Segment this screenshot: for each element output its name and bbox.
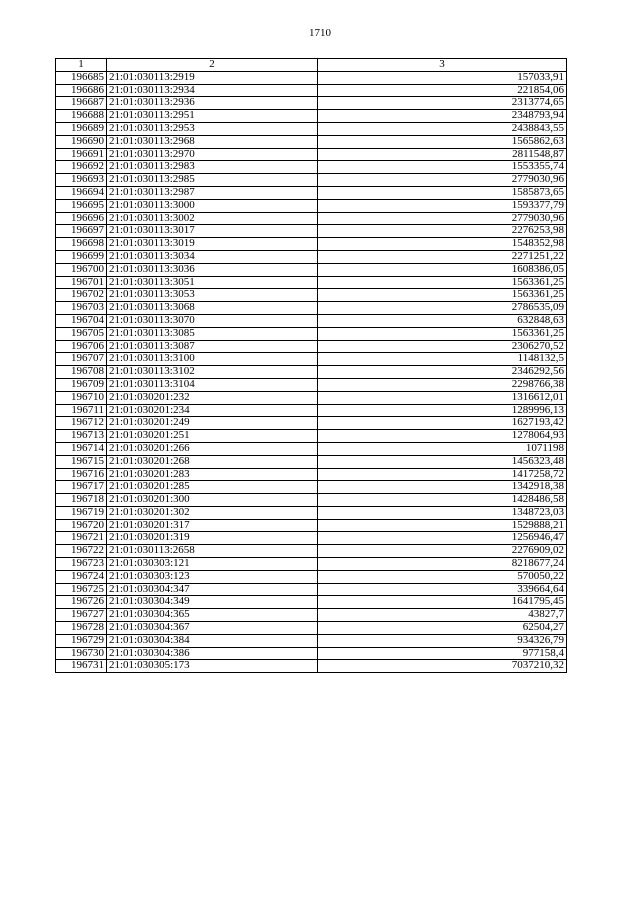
table-row	[56, 583, 567, 596]
row-number-cell: 196695	[56, 199, 107, 212]
cadastral-number-cell: 21:01:030201:300	[107, 494, 318, 507]
value-cell: 934326,79	[318, 634, 567, 647]
table-row	[56, 289, 567, 302]
cadastral-number-cell: 21:01:030113:3036	[107, 263, 318, 276]
cadastral-number-cell: 21:01:030113:2970	[107, 148, 318, 161]
row-number-cell: 196702	[56, 289, 107, 302]
table-row	[56, 250, 567, 263]
cadastral-number-cell: 21:01:030113:3051	[107, 276, 318, 289]
table-row	[56, 199, 567, 212]
cadastral-number-cell: 21:01:030113:3100	[107, 353, 318, 366]
cadastral-number-cell: 21:01:030113:2953	[107, 122, 318, 135]
value-cell: 2779030,96	[318, 212, 567, 225]
value-cell: 2298766,38	[318, 378, 567, 391]
cadastral-number-cell: 21:01:030113:3070	[107, 314, 318, 327]
value-cell: 1148132,5	[318, 353, 567, 366]
row-number-cell: 196704	[56, 314, 107, 327]
table-row	[56, 609, 567, 622]
table-row	[56, 404, 567, 417]
value-cell: 1428486,58	[318, 494, 567, 507]
value-cell: 2313774,65	[318, 97, 567, 110]
cadastral-number-cell: 21:01:030113:3000	[107, 199, 318, 212]
row-number-cell: 196708	[56, 366, 107, 379]
value-cell: 1563361,25	[318, 289, 567, 302]
value-cell: 1565862,63	[318, 135, 567, 148]
table-row	[56, 174, 567, 187]
row-number-cell: 196730	[56, 647, 107, 660]
table-row	[56, 97, 567, 110]
cadastral-number-cell: 21:01:030305:173	[107, 660, 318, 673]
row-number-cell: 196709	[56, 378, 107, 391]
cadastral-number-cell: 21:01:030113:3068	[107, 302, 318, 315]
cadastral-number-cell: 21:01:030113:2936	[107, 97, 318, 110]
row-number-cell: 196711	[56, 404, 107, 417]
cadastral-number-cell: 21:01:030303:123	[107, 570, 318, 583]
value-cell: 1071198	[318, 442, 567, 455]
table-row	[56, 442, 567, 455]
row-number-cell: 196691	[56, 148, 107, 161]
value-cell: 2276909,02	[318, 545, 567, 558]
table-row	[56, 225, 567, 238]
cadastral-number-cell: 21:01:030113:3017	[107, 225, 318, 238]
table-row	[56, 532, 567, 545]
row-number-cell: 196689	[56, 122, 107, 135]
cadastral-number-cell: 21:01:030113:2983	[107, 161, 318, 174]
row-number-cell: 196697	[56, 225, 107, 238]
row-number-cell: 196698	[56, 238, 107, 251]
cadastral-number-cell: 21:01:030201:266	[107, 442, 318, 455]
value-cell: 2811548,87	[318, 148, 567, 161]
value-cell: 1256946,47	[318, 532, 567, 545]
value-cell: 1563361,25	[318, 276, 567, 289]
value-cell: 1627193,42	[318, 417, 567, 430]
row-number-cell: 196718	[56, 494, 107, 507]
row-number-cell: 196715	[56, 455, 107, 468]
row-number-cell: 196687	[56, 97, 107, 110]
table-row	[56, 302, 567, 315]
table-row	[56, 494, 567, 507]
value-cell: 2438843,55	[318, 122, 567, 135]
table-row	[56, 314, 567, 327]
cadastral-number-cell: 21:01:030201:283	[107, 468, 318, 481]
table-row	[56, 84, 567, 97]
table-row	[56, 417, 567, 430]
value-cell: 8218677,24	[318, 558, 567, 571]
table-row	[56, 161, 567, 174]
cadastral-number-cell: 21:01:030113:3002	[107, 212, 318, 225]
cadastral-number-cell: 21:01:030113:3087	[107, 340, 318, 353]
table-row	[56, 122, 567, 135]
row-number-cell: 196731	[56, 660, 107, 673]
table-row	[56, 378, 567, 391]
cadastral-number-cell: 21:01:030113:3102	[107, 366, 318, 379]
row-number-cell: 196721	[56, 532, 107, 545]
row-number-cell: 196722	[56, 545, 107, 558]
table-row	[56, 481, 567, 494]
row-number-cell: 196694	[56, 186, 107, 199]
row-number-cell: 196699	[56, 250, 107, 263]
table-row	[56, 238, 567, 251]
row-number-cell: 196717	[56, 481, 107, 494]
table-row	[56, 353, 567, 366]
table-row	[56, 622, 567, 635]
cadastral-number-cell: 21:01:030113:3104	[107, 378, 318, 391]
cadastral-number-cell: 21:01:030113:3034	[107, 250, 318, 263]
value-cell: 2779030,96	[318, 174, 567, 187]
table-row	[56, 455, 567, 468]
column-header-1: 1	[56, 59, 107, 72]
table-row	[56, 506, 567, 519]
row-number-cell: 196720	[56, 519, 107, 532]
row-number-cell: 196707	[56, 353, 107, 366]
value-cell: 1456323,48	[318, 455, 567, 468]
cadastral-number-cell: 21:01:030201:268	[107, 455, 318, 468]
table-row	[56, 263, 567, 276]
value-cell: 221854,06	[318, 84, 567, 97]
cadastral-number-cell: 21:01:030304:347	[107, 583, 318, 596]
row-number-cell: 196712	[56, 417, 107, 430]
value-cell: 1585873,65	[318, 186, 567, 199]
cadastral-number-cell: 21:01:030304:365	[107, 609, 318, 622]
table-row	[56, 391, 567, 404]
row-number-cell: 196714	[56, 442, 107, 455]
table-header-row	[56, 59, 567, 72]
value-cell: 1529888,21	[318, 519, 567, 532]
row-number-cell: 196688	[56, 110, 107, 123]
row-number-cell: 196724	[56, 570, 107, 583]
row-number-cell: 196685	[56, 71, 107, 84]
table-row	[56, 327, 567, 340]
value-cell: 1278064,93	[318, 430, 567, 443]
cadastral-number-cell: 21:01:030113:2658	[107, 545, 318, 558]
row-number-cell: 196716	[56, 468, 107, 481]
row-number-cell: 196713	[56, 430, 107, 443]
row-number-cell: 196719	[56, 506, 107, 519]
value-cell: 2306270,52	[318, 340, 567, 353]
cadastral-number-cell: 21:01:030113:2951	[107, 110, 318, 123]
table-row	[56, 558, 567, 571]
cadastral-number-cell: 21:01:030201:319	[107, 532, 318, 545]
cadastral-number-cell: 21:01:030201:302	[107, 506, 318, 519]
table-row	[56, 570, 567, 583]
row-number-cell: 196710	[56, 391, 107, 404]
cadastral-number-cell: 21:01:030113:2968	[107, 135, 318, 148]
value-cell: 7037210,32	[318, 660, 567, 673]
cadastral-number-cell: 21:01:030201:251	[107, 430, 318, 443]
table-row	[56, 212, 567, 225]
table-row	[56, 430, 567, 443]
value-cell: 977158,4	[318, 647, 567, 660]
cadastral-number-cell: 21:01:030304:386	[107, 647, 318, 660]
value-cell: 2346292,56	[318, 366, 567, 379]
row-number-cell: 196690	[56, 135, 107, 148]
value-cell: 1563361,25	[318, 327, 567, 340]
cadastral-number-cell: 21:01:030201:285	[107, 481, 318, 494]
table-row	[56, 135, 567, 148]
value-cell: 1548352,98	[318, 238, 567, 251]
cadastral-number-cell: 21:01:030113:2985	[107, 174, 318, 187]
cadastral-number-cell: 21:01:030304:349	[107, 596, 318, 609]
page-number: 1710	[309, 27, 331, 39]
value-cell: 1553355,74	[318, 161, 567, 174]
row-number-cell: 196693	[56, 174, 107, 187]
cadastral-number-cell: 21:01:030113:3085	[107, 327, 318, 340]
cadastral-number-cell: 21:01:030113:3019	[107, 238, 318, 251]
row-number-cell: 196686	[56, 84, 107, 97]
table-row	[56, 340, 567, 353]
cadastral-number-cell: 21:01:030201:317	[107, 519, 318, 532]
row-number-cell: 196723	[56, 558, 107, 571]
row-number-cell: 196701	[56, 276, 107, 289]
value-cell: 570050,22	[318, 570, 567, 583]
table-row	[56, 366, 567, 379]
row-number-cell: 196728	[56, 622, 107, 635]
value-cell: 632848,63	[318, 314, 567, 327]
cadastral-number-cell: 21:01:030113:2934	[107, 84, 318, 97]
table-row	[56, 110, 567, 123]
row-number-cell: 196727	[56, 609, 107, 622]
cadastral-number-cell: 21:01:030304:384	[107, 634, 318, 647]
value-cell: 1342918,38	[318, 481, 567, 494]
cadastral-value-table	[55, 58, 567, 673]
table-row	[56, 148, 567, 161]
table-row	[56, 634, 567, 647]
table-row	[56, 71, 567, 84]
cadastral-number-cell: 21:01:030113:2987	[107, 186, 318, 199]
cadastral-number-cell: 21:01:030201:232	[107, 391, 318, 404]
value-cell: 1289996,13	[318, 404, 567, 417]
cadastral-number-cell: 21:01:030201:234	[107, 404, 318, 417]
value-cell: 339664,64	[318, 583, 567, 596]
row-number-cell: 196729	[56, 634, 107, 647]
row-number-cell: 196696	[56, 212, 107, 225]
value-cell: 1316612,01	[318, 391, 567, 404]
value-cell: 62504,27	[318, 622, 567, 635]
cadastral-number-cell: 21:01:030113:2919	[107, 71, 318, 84]
value-cell: 43827,7	[318, 609, 567, 622]
column-header-2: 2	[107, 59, 318, 72]
value-cell: 2271251,22	[318, 250, 567, 263]
cadastral-number-cell: 21:01:030201:249	[107, 417, 318, 430]
row-number-cell: 196703	[56, 302, 107, 315]
row-number-cell: 196700	[56, 263, 107, 276]
value-cell: 1348723,03	[318, 506, 567, 519]
cadastral-number-cell: 21:01:030304:367	[107, 622, 318, 635]
row-number-cell: 196692	[56, 161, 107, 174]
value-cell: 1641795,45	[318, 596, 567, 609]
value-cell: 157033,91	[318, 71, 567, 84]
value-cell: 1608386,05	[318, 263, 567, 276]
table-row	[56, 596, 567, 609]
table-row	[56, 468, 567, 481]
table-body	[56, 71, 567, 672]
value-cell: 2276253,98	[318, 225, 567, 238]
cadastral-number-cell: 21:01:030113:3053	[107, 289, 318, 302]
value-cell: 1593377,79	[318, 199, 567, 212]
cadastral-number-cell: 21:01:030303:121	[107, 558, 318, 571]
table-row	[56, 545, 567, 558]
value-cell: 2786535,09	[318, 302, 567, 315]
value-cell: 1417258,72	[318, 468, 567, 481]
row-number-cell: 196706	[56, 340, 107, 353]
row-number-cell: 196725	[56, 583, 107, 596]
value-cell: 2348793,94	[318, 110, 567, 123]
column-header-3: 3	[318, 59, 567, 72]
table-row	[56, 276, 567, 289]
row-number-cell: 196705	[56, 327, 107, 340]
table-row	[56, 660, 567, 673]
table-row	[56, 519, 567, 532]
table-row	[56, 647, 567, 660]
row-number-cell: 196726	[56, 596, 107, 609]
table-row	[56, 186, 567, 199]
